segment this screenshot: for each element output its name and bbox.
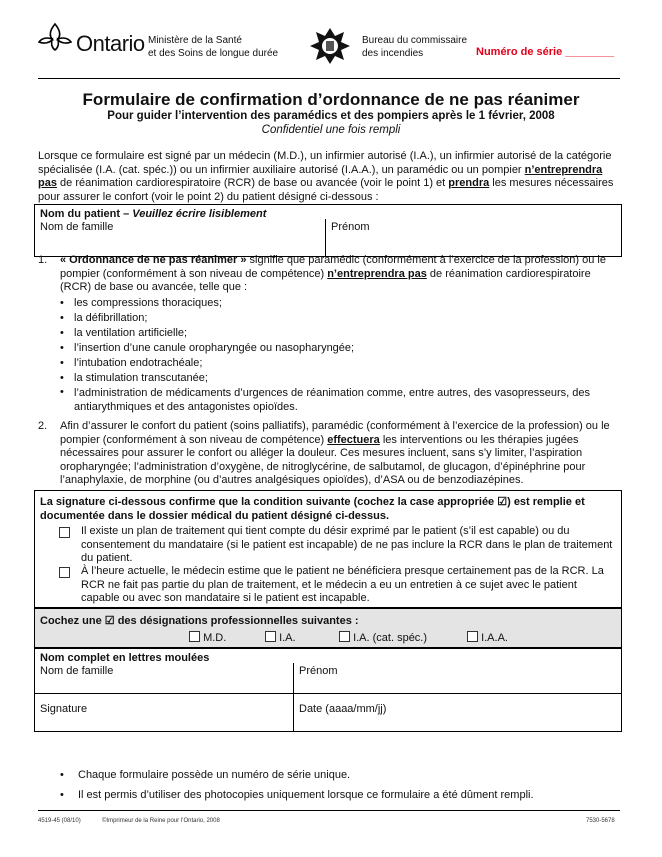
- section-1-number: 1.: [38, 254, 48, 266]
- designation-md-checkbox[interactable]: [189, 631, 200, 642]
- serial-number-label: Numéro de série ________: [476, 46, 615, 58]
- ministry-name: Ministère de la Santé et des Soins de longue durée: [148, 35, 279, 59]
- list-item: • l’administration de médicaments d’urgences de réanimation comme, entre autres, des vasopresseurs, des antiarythmiques et des antagonistes opioïdes.: [60, 386, 620, 414]
- section-1-text: « Ordonnance de ne pas réanimer » signifie que paramédic (conformément à l’exercice de la profession) ou le pompier (conformément à son niveau de compétence) n’entreprendra pas de réanimation cardiorespiratoire (RCR) de base ou avancée, telle que :: [60, 254, 606, 293]
- condition-1-checkbox[interactable]: [59, 527, 70, 538]
- designation-ia-specialized-checkbox[interactable]: [339, 631, 350, 642]
- list-item: • la stimulation transcutanée;: [60, 371, 620, 386]
- signer-last-name-label: Nom de famille: [40, 665, 114, 677]
- designation-iaa-checkbox[interactable]: [467, 631, 478, 642]
- date-label: Date (aaaa/mm/jj): [299, 703, 387, 715]
- condition-2-checkbox[interactable]: [59, 567, 70, 578]
- signature-field[interactable]: [39, 715, 291, 731]
- condition-1-text: Il existe un plan de traitement qui tient compte du désir exprimé par le patient (s’il est capable) ou du consentement du mandataire (si le patient est incapable) de ne pas inclure la RCR dans le plan de traitement du patient.: [81, 525, 613, 564]
- footer-notes-list: [60, 768, 620, 808]
- patient-first-name-label: Prénom: [331, 221, 370, 233]
- patient-name-heading: Nom du patient – Veuillez écrire lisiblement: [40, 208, 267, 220]
- patient-first-name-field[interactable]: [329, 235, 619, 255]
- ontario-wordmark: Ontario: [76, 31, 145, 56]
- patient-name-divider: [325, 219, 326, 257]
- signer-vertical-divider: [293, 663, 294, 732]
- section-2-emphasis: effectuera: [327, 433, 380, 446]
- signature-label: Signature: [40, 703, 88, 715]
- stock-number: 7530-5678: [586, 818, 615, 824]
- list-item: • l’insertion d’une canule oropharyngée ou nasopharyngée;: [60, 341, 620, 356]
- section-2-text: Afin d’assurer le confort du patient (soins palliatifs), paramédic (conformément à l’exercice de la profession) ou le pompier (conformément à son niveau de compétence) effectuera les interventions ou les thérapies jugées nécessaires pour assurer le confort ou alléger la douleur. Ces mesures incluent, sans s’y limiter, l’aspiration oropharyngée; l’administration d’oxygène, de nitroglycérine, de salbutamol, de glucagon, d’épinéphrine pour l’anaphylaxie, de morphine (ou d’autres analgésiques opioïdes), d’ASA ou de benzodiazépines.: [60, 420, 610, 486]
- patient-last-name-field[interactable]: [39, 235, 323, 255]
- conditions-box: [34, 490, 622, 608]
- list-item: • la ventilation artificielle;: [60, 326, 620, 341]
- designation-md[interactable]: M.D.: [189, 631, 226, 644]
- confidential-note: Confidentiel une fois rempli: [261, 124, 401, 136]
- form-title: Formulaire de confirmation d’ordonnance de ne pas réanimer: [82, 90, 580, 109]
- designation-ia-checkbox[interactable]: [265, 631, 276, 642]
- ontario-trillium-logo-icon: [38, 22, 72, 52]
- patient-last-name-label: Nom de famille: [40, 221, 114, 233]
- fire-marshal-crest-icon: [308, 26, 352, 66]
- form-subtitle: Pour guider l’intervention des paramédics et des pompiers après le 1 février, 2008: [107, 110, 555, 122]
- designations-heading: Cochez une ☑ des désignations professionnelles suivantes :: [40, 615, 359, 627]
- list-item: • Il est permis d’utiliser des photocopies uniquement lorsque ce formulaire a été dûment rempli.: [60, 788, 620, 808]
- designations-box: [34, 608, 622, 648]
- designation-iaa[interactable]: I.A.A.: [467, 631, 508, 644]
- fire-marshal-office-name: Bureau du commissaire des incendies: [362, 35, 468, 59]
- cpr-measures-list: [60, 296, 620, 414]
- date-field[interactable]: [297, 715, 619, 731]
- intro-emphasis-no-cpr: n’entreprendra pas: [38, 163, 603, 189]
- footer-divider: [38, 810, 620, 811]
- intro-paragraph: Lorsque ce formulaire est signé par un médecin (M.D.), un infirmier autorisé (I.A.), un infirmier autorisé de la catégorie spécialisée (I.A. (cat. spéc.)) ou un infirmier auxiliaire autorisé (I.A.A.), un paramédic ou un pompier n’entreprendra pas de réanimation cardiorespiratoire (RCR) de base ou avancée (voir le point 1) et prendra les mesures nécessaires pour assurer le confort (voir le point 2) du patient désigné ci-dessous :: [38, 150, 614, 203]
- form-number: 4519-45 (08/10): [38, 818, 81, 824]
- header-divider: [38, 78, 620, 79]
- copyright-notice: ©Imprimeur de la Reine pour l’Ontario, 2008: [102, 818, 220, 824]
- signer-horizontal-divider: [35, 693, 621, 694]
- list-item: • la défibrillation;: [60, 311, 620, 326]
- conditions-heading: La signature ci-dessous confirme que la condition suivante (cochez la case appropriée ☑) est remplie et documentée dans le dossier médical du patient désigné ci-dessus.: [40, 496, 585, 522]
- section-2-number: 2.: [38, 420, 48, 432]
- condition-2-text: À l’heure actuelle, le médecin estime que le patient ne bénéficiera presque certainement pas de la RCR. La RCR ne fait pas partie du plan de traitement, et le médecin a eu un entretien à ce sujet avec le patient capable ou avec son mandataire si le patient est incapable.: [81, 565, 604, 604]
- list-item: • Chaque formulaire possède un numéro de série unique.: [60, 768, 620, 788]
- list-item: • les compressions thoraciques;: [60, 296, 620, 311]
- designation-ia-specialized[interactable]: I.A. (cat. spéc.): [339, 631, 427, 644]
- designation-ia[interactable]: I.A.: [265, 631, 296, 644]
- patient-name-box: [34, 204, 622, 257]
- signer-name-heading: Nom complet en lettres moulées: [40, 652, 210, 664]
- intro-emphasis-take: prendra: [448, 177, 490, 189]
- signer-first-name-label: Prénom: [299, 665, 338, 677]
- section-1-emphasis: n’entreprendra pas: [327, 267, 427, 280]
- signer-first-name-field[interactable]: [297, 677, 619, 692]
- signer-last-name-field[interactable]: [39, 677, 291, 692]
- list-item: • l’intubation endotrachéale;: [60, 356, 620, 371]
- signer-box: [34, 648, 622, 732]
